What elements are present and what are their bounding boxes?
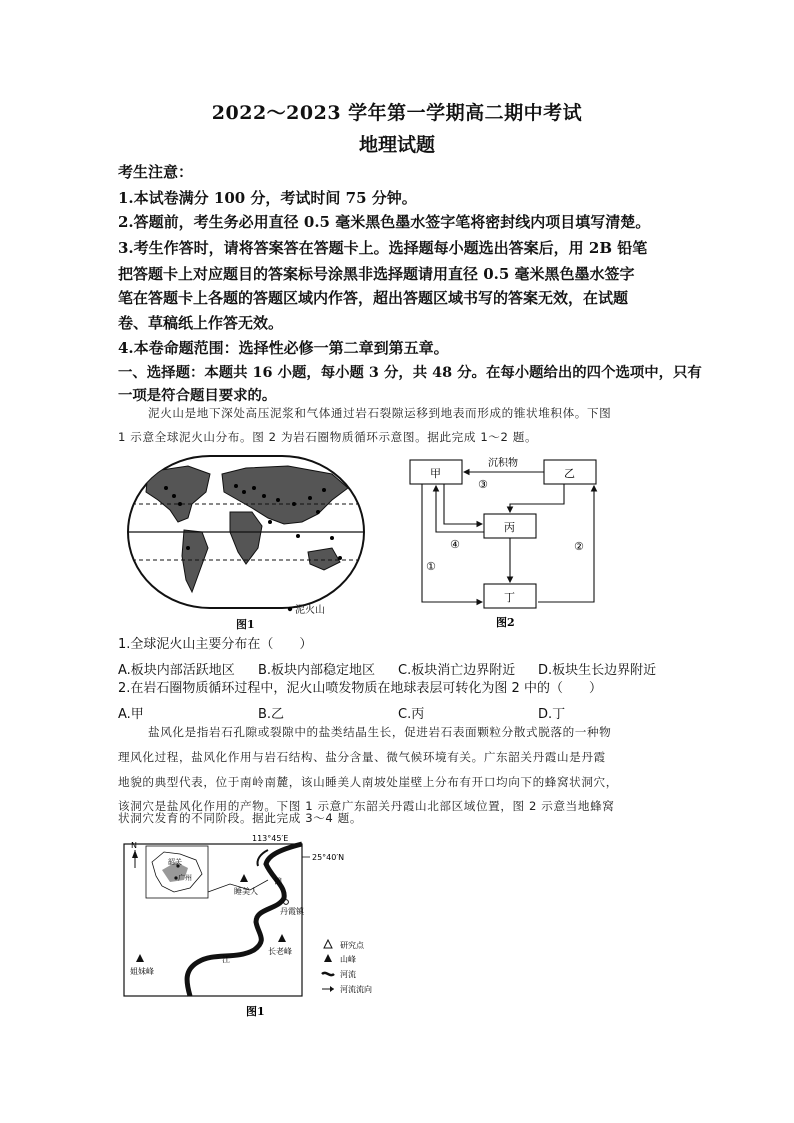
passage-line: 地貌的典型代表，位于南岭南麓，该山睡美人南坡处崖壁上分布有开口均向下的蜂窝状洞穴， [118,775,618,789]
legend-flow: 河流流向 [340,985,372,994]
q1-option-b[interactable]: B.板块内部稳定地区 [258,663,376,678]
arrow-label-1: ① [426,560,436,573]
passage-line: 泥火山是地下深处高压泥浆和气体通过岩石裂隙运移到地表而形成的锥状堆积体。下图 [148,406,612,420]
figure-caption: 图1 [236,618,255,631]
arrow-label-4: ④ [450,538,460,551]
section-instructions: 一项是符合题目要求的。 [118,387,277,404]
legend-research-point: 研究点 [340,941,364,950]
notice-item: 卷、草稿纸上作答无效。 [118,314,284,332]
place-changlao-peak: 长老峰 [268,947,292,956]
q2-option-b[interactable]: B.乙 [258,707,285,722]
figure-rock-cycle [404,452,614,630]
passage-line: 盐风化是指岩石孔隙或裂隙中的盐类结晶生长，促进岩石表面颗粒分散式脱落的一种物 [148,725,612,739]
q1-option-c[interactable]: C.板块消亡边界附近 [398,663,516,678]
notice-item: 1.本试卷满分 100 分，考试时间 75 分钟。 [118,189,417,207]
figure-danxia-map [118,832,398,1022]
passage-line: 状洞穴发育的不同阶段。据此完成 3～4 题。 [118,811,363,825]
exam-title: 2022～2023 学年第一学期高二期中考试 [211,102,583,124]
notice-item: 2.答题前，考生务必用直径 0.5 毫米黑色墨水签字笔将密封线内项目填写清楚。 [118,213,651,231]
q1-option-d[interactable]: D.板块生长边界附近 [538,663,657,678]
node-bing: 丙 [504,521,515,534]
river-label-jiang: 江 [222,955,230,964]
q1-option-a[interactable]: A.板块内部活跃地区 [118,663,235,678]
arrow-label-2: ② [574,540,584,553]
legend-peak: 山峰 [340,955,356,964]
node-ding: 丁 [504,591,515,604]
arrow-label-3: ③ [478,478,488,491]
inset-guangzhou: 广州 [178,874,192,882]
node-jia: 甲 [430,467,441,480]
river-legend-icon [322,973,334,975]
node-yi: 乙 [564,467,575,480]
inset-shaoguan: 韶关 [168,858,182,866]
place-danxia-town: 丹霞镇 [280,907,304,916]
longitude-label: 113°45′E [252,834,289,843]
notice-heading: 考生注意： [118,163,194,181]
latitude-label: 25°40′N [312,853,345,862]
figure-caption: 图2 [496,616,515,629]
figure-caption: 图1 [246,1005,265,1018]
research-point-icon [324,940,332,948]
legend-dot-icon [288,607,292,611]
q2-option-d[interactable]: D.丁 [538,707,566,722]
legend-river: 河流 [340,970,356,979]
north-label: N [131,841,137,850]
legend-mud-volcano: 泥火山 [295,605,325,616]
figure-world-map [118,452,374,632]
notice-item: 3.考生作答时，请将答案答在答题卡上。选择题每小题选出答案后，用 2B 铅笔 [118,239,648,257]
peak-legend-icon [324,954,332,962]
question-1-stem: 1.全球泥火山主要分布在（ ） [118,637,313,652]
q2-option-a[interactable]: A.甲 [118,707,144,722]
passage-line: 该洞穴是盐风化作用的产物。下图 1 示意广东韶关丹霞山北部区域位置，图 2 示意当地蜂窝 [118,799,615,813]
place-sleeping-beauty: 睡美人 [234,887,258,896]
question-2-stem: 2.在岩石圈物质循环过程中，泥火山喷发物质在地球表层可转化为图 2 中的（ ） [118,681,602,696]
notice-item: 把答题卡上对应题目的答案标号涂黑非选择题请用直径 0.5 毫米黑色墨水签字 [118,265,635,283]
exam-subtitle: 地理试题 [358,134,435,156]
notice-item: 笔在答题卡上各题的答题区域内作答，超出答题区域书写的答案无效，在试题 [118,289,629,307]
label-sediment: 沉积物 [488,458,518,469]
river-label-jin: 锦 [274,877,282,886]
place-jiemei-peak: 姐妹峰 [130,967,154,976]
q2-option-c[interactable]: C.丙 [398,707,425,722]
passage-line: 理风化过程，盐风化作用与岩石结构、盐分含量、微气候环境有关。广东韶关丹霞山是丹霞 [118,750,606,764]
section-instructions: 一、选择题：本题共 16 小题，每小题 3 分，共 48 分。在每小题给出的四个选项中，只有 [118,364,702,381]
notice-item: 4.本卷命题范围：选择性必修一第二章到第五章。 [118,339,449,357]
passage-line: 1 示意全球泥火山分布。图 2 为岩石圈物质循环示意图。据此完成 1～2 题。 [118,430,538,444]
